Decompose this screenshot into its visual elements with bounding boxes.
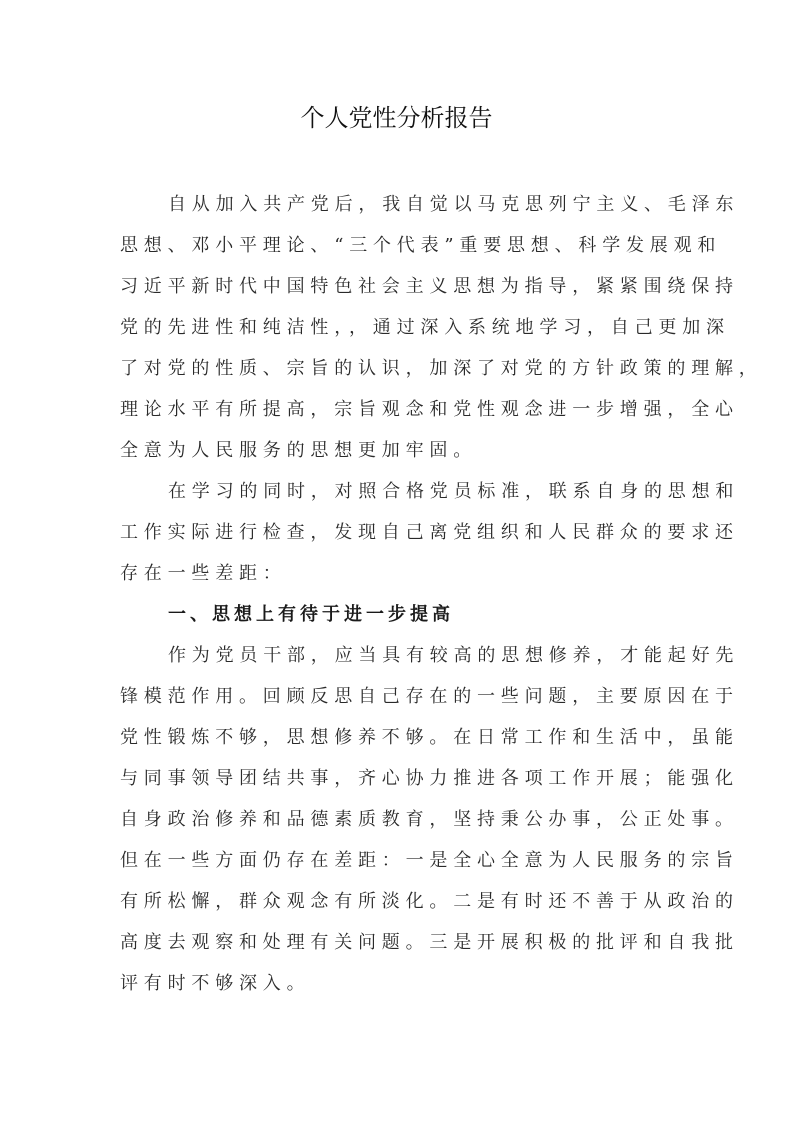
text-line: 全意为人民服务的思想更加牢固。 <box>120 440 477 461</box>
text-line: 习近平新时代中国特色社会主义思想为指导，紧紧围绕保持 <box>120 276 739 297</box>
section-heading-1: 一、思想上有待于进一步提高 <box>168 604 454 625</box>
text-line: 作为党员干部，应当具有较高的思想修养，才能起好先 <box>168 645 740 666</box>
text-line: 工作实际进行检查，发现自己离党组织和人民群众的要求还 <box>120 522 739 543</box>
paragraph-intro <box>120 184 763 471</box>
document-body <box>120 184 763 1004</box>
text-line: 党性锻炼不够，思想修养不够。在日常工作和生活中，虽能 <box>120 727 739 748</box>
document-title: 个人党性分析报告 <box>300 104 493 132</box>
text-line: 存在一些差距： <box>120 563 287 584</box>
text-line: 与同事领导团结共事，齐心协力推进各项工作开展；能强化 <box>120 768 739 789</box>
text-line: 理论水平有所提高，宗旨观念和党性观念进一步增强，全心 <box>120 399 739 420</box>
text-line: 思想、邓小平理论、“三个代表”重要思想、科学发展观和 <box>120 235 722 256</box>
paragraph-self-check <box>120 471 740 594</box>
text-line: 锋模范作用。回顾反思自己存在的一些问题，主要原因在于 <box>120 686 739 707</box>
text-line: 但在一些方面仍存在差距：一是全心全意为人民服务的宗旨 <box>120 850 739 871</box>
text-line: 高度去观察和处理有关问题。三是开展积极的批评和自我批 <box>120 932 739 953</box>
text-line: 了对党的性质、宗旨的认识，加深了对党的方针政策的理解， <box>120 358 763 379</box>
text-line: 有所松懈，群众观念有所淡化。二是有时还不善于从政治的 <box>120 891 739 912</box>
text-line: 党的先进性和纯洁性，，通过深入系统地学习，自己更加深 <box>120 317 730 338</box>
text-line: 评有时不够深入。 <box>120 973 311 994</box>
text-line: 自从加入共产党后，我自觉以马克思列宁主义、毛泽东 <box>168 194 740 215</box>
text-line: 自身政治修养和品德素质教育，坚持秉公办事，公正处事。 <box>120 809 739 830</box>
paragraph-thinking <box>120 635 740 1004</box>
text-line: 在学习的同时，对照合格党员标准，联系自身的思想和 <box>168 481 740 502</box>
